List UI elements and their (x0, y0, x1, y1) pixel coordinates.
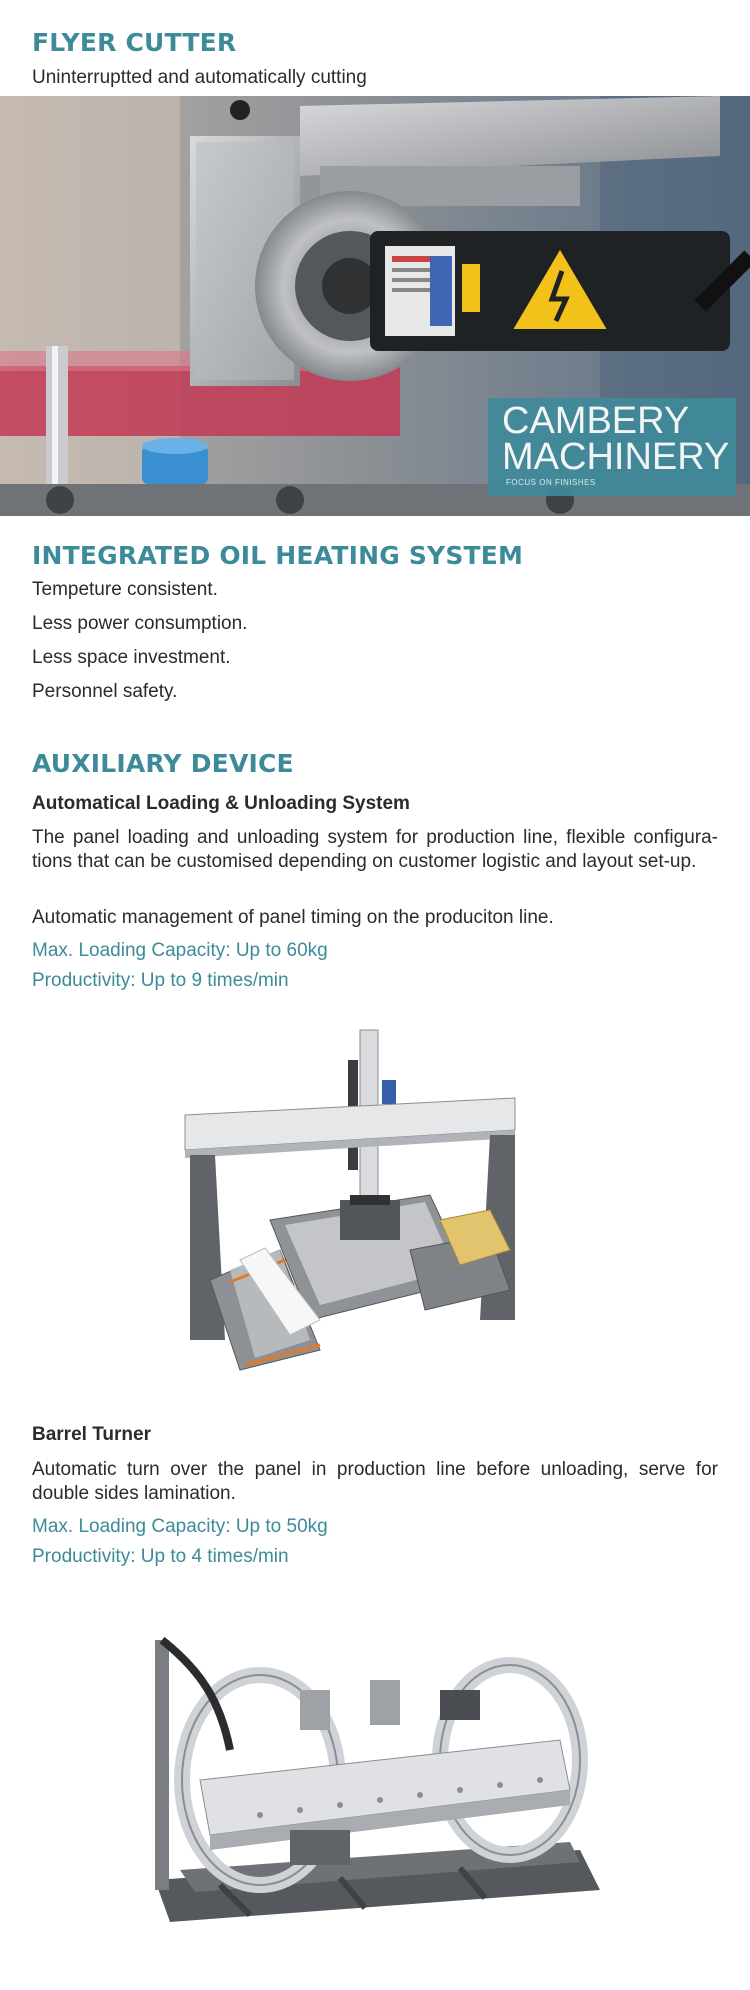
loading-system-image (170, 1020, 550, 1380)
flyer-cutter-subtitle: Uninterruptted and automatically cutting (32, 67, 367, 88)
flyer-cutter-photo (0, 96, 750, 516)
gantry-loader-illustration (170, 1020, 550, 1380)
section-title-oil-heating: INTEGRATED OIL HEATING SYSTEM (32, 541, 524, 570)
section-title-flyer-cutter: FLYER CUTTER (32, 28, 237, 57)
oil-heating-point-2: Less power consumption. (32, 613, 248, 634)
brand-banner (488, 398, 736, 496)
oil-heating-point-1: Tempeture consistent. (32, 579, 218, 600)
loading-system-desc-2: Automatic management of panel timing on the produciton line. (32, 907, 554, 928)
barrel-turner-productivity: Productivity: Up to 4 times/min (32, 1546, 289, 1567)
barrel-turner-illustration (140, 1630, 610, 1930)
barrel-turner-image (140, 1630, 610, 1930)
loading-system-heading: Automatical Loading & Unloading System (32, 793, 410, 814)
loading-system-capacity: Max. Loading Capacity: Up to 60kg (32, 940, 328, 961)
brand-line-2: MACHINERY (502, 436, 730, 478)
barrel-turner-desc: Automatic turn over the panel in production line before unloading, serve for double sides lamination. (32, 1459, 718, 1504)
brand-tagline: FOCUS ON FINISHES (506, 478, 596, 487)
brand-line-1: CAMBERY (502, 400, 690, 442)
barrel-turner-heading: Barrel Turner (32, 1424, 151, 1445)
barrel-turner-capacity: Max. Loading Capacity: Up to 50kg (32, 1516, 328, 1537)
loading-system-desc-1: The panel loading and unloading system for production line, flexible configura-tions that can be customised depending on customer logistic and layout set-up. (32, 827, 718, 872)
oil-heating-point-4: Personnel safety. (32, 681, 178, 702)
loading-system-productivity: Productivity: Up to 9 times/min (32, 970, 289, 991)
oil-heating-point-3: Less space investment. (32, 647, 231, 668)
section-title-auxiliary: AUXILIARY DEVICE (32, 749, 294, 778)
